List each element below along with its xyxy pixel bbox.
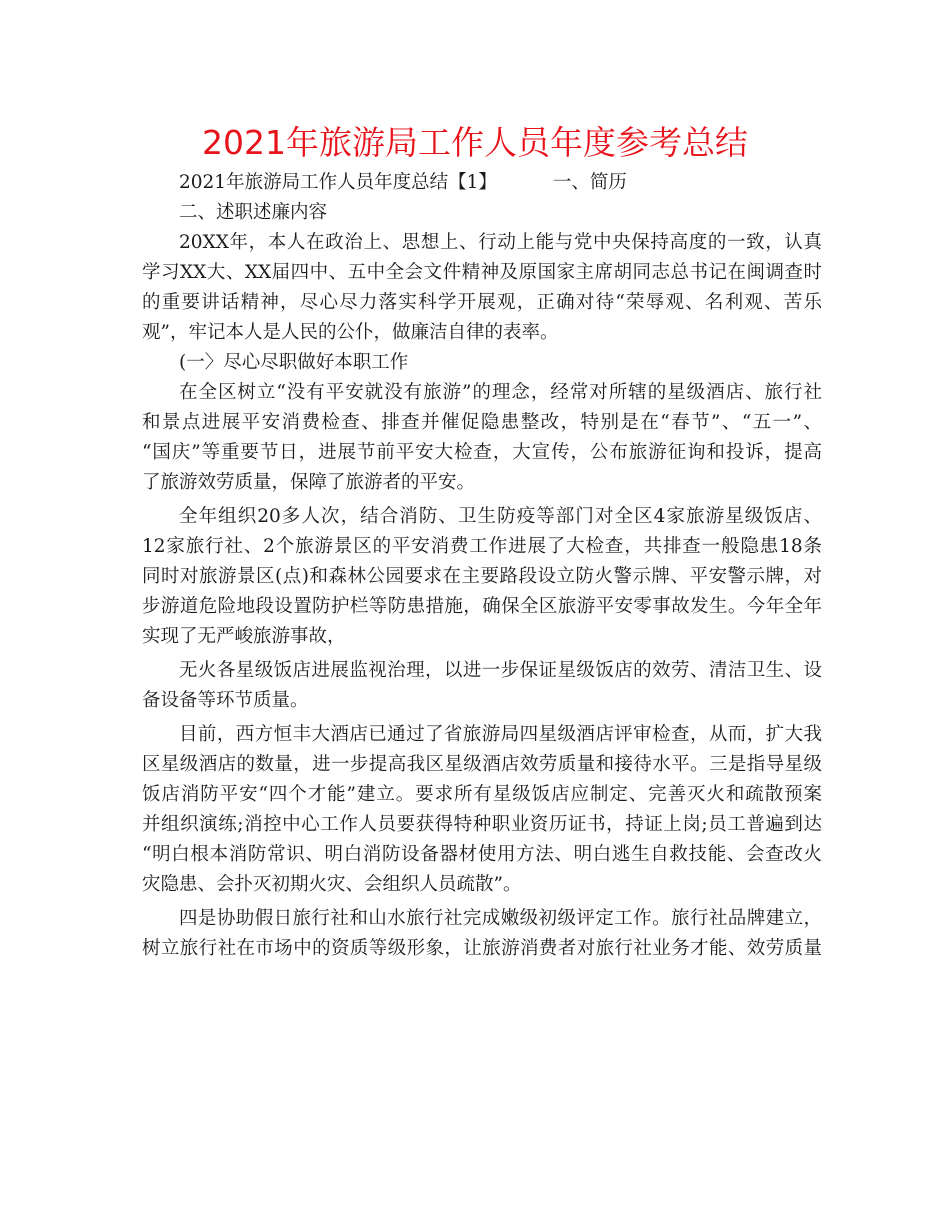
paragraph-line: 12家旅行社、2个旅游景区的平安消费工作进展了大检查，共排查一般隐患18条 [142,536,822,557]
document-title: 2021年旅游局工作人员年度参考总结 [202,123,748,162]
paragraph-line: 目前，西方恒丰大酒店已通过了省旅游局四星级酒店评审检查，从而，扩大我 [179,724,822,745]
section-heading: 二、述职述廉内容 [179,202,328,223]
subtitle-line [142,168,822,198]
paragraph-line: 实现了无严峻旅游事故， [142,626,346,647]
document-body [142,168,822,964]
paragraph-line: 了旅游效劳质量，保障了旅游者的平安。 [142,472,476,493]
paragraph-line: 在全区树立“没有平安就没有旅游”的理念，经常对所辖的星级酒店、旅行社 [179,382,822,403]
paragraph-line: 和景点进展平安消费检查、排查并催促隐患整改，特别是在“春节”、“五一”、 [142,412,822,433]
paragraph-line: 观”，牢记本人是人民的公仆，做廉洁自律的表率。 [142,322,559,343]
subsection-heading: (一〉尽心尽职做好本职工作 [179,352,409,373]
subtitle-left: 2021年旅游局工作人员年度总结【1】 [179,172,497,193]
paragraph-line: 并组织演练;消控中心工作人员要获得特种职业资历证书，持证上岗;员工普遍到达 [142,814,822,835]
paragraph-line: 灾隐患、会扑灭初期火灾、会组织人员疏散”。 [142,874,522,895]
paragraph-line: 的重要讲话精神，尽心尽力落实科学开展观，正确对待“荣辱观、名利观、苦乐 [142,292,822,313]
paragraph-line: 无火各星级饭店进展监视治理，以进一步保证星级饭店的效劳、清洁卫生、设 [179,660,822,681]
subtitle-right: 一、简历 [552,172,627,193]
paragraph-line: 饭店消防平安“四个才能”建立。要求所有星级饭店应制定、完善灭火和疏散预案 [142,784,822,805]
paragraph-line: “国庆”等重要节日，进展节前平安大检查，大宣传，公布旅游征询和投诉，提高 [142,442,822,463]
paragraph-line: 20XX年，本人在政治上、思想上、行动上能与党中央保持高度的一致，认真 [179,232,822,253]
paragraph-line: 学习XX大、XX届四中、五中全会文件精神及原国家主席胡同志总书记在闽调查时 [142,262,822,283]
paragraph-line: 备设备等环节质量。 [142,690,309,711]
paragraph-line: 区星级酒店的数量，进一步提高我区星级酒店效劳质量和接待水平。三是指导星级 [142,754,822,775]
paragraph-line: “明白根本消防常识、明白消防设备器材使用方法、明白逃生自救技能、会查改火 [142,844,822,865]
paragraph-line: 四是协助假日旅行社和山水旅行社完成嫩级初级评定工作。旅行社品牌建立， [179,908,822,929]
paragraph-line: 树立旅行社在市场中的资质等级形象，让旅游消费者对旅行社业务才能、效劳质量 [142,938,822,959]
paragraph-line: 同时对旅游景区(点)和森林公园要求在主要路段设立防火警示牌、平安警示牌，对 [142,566,822,587]
paragraph-line: 步游道危险地段设置防护栏等防患措施，确保全区旅游平安零事故发生。今年全年 [142,596,822,617]
paragraph-line: 全年组织20多人次，结合消防、卫生防疫等部门对全区4家旅游星级饭店、 [179,506,822,527]
